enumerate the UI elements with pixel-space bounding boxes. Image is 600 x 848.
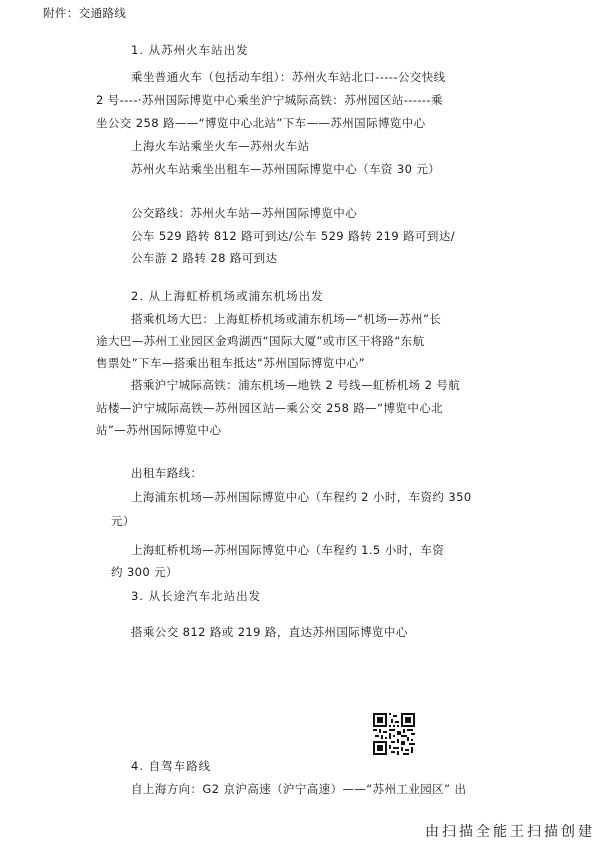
section-3-para-1: 搭乘公交 812 路或 219 路，直达苏州国际博览中心	[131, 625, 408, 639]
section-1-bus-line-1: 公车 529 路转 812 路可到达/公车 529 路转 219 路可到达/	[131, 229, 455, 243]
section-4-heading: 4. 自驾车路线	[131, 759, 212, 773]
taxi-route-1-line-1: 上海浦东机场—苏州国际博览中心（车程约 2 小时，车资约 350	[131, 490, 472, 504]
section-2-para-1-line-3: 售票处”下车—搭乘出租车抵达“苏州国际博览中心”	[96, 356, 365, 370]
section-2-para-1-line-1: 搭乘机场大巴：上海虹桥机场或浦东机场—“机场—苏州”长	[131, 312, 442, 326]
section-4-para-1: 自上海方向：G2 京沪高速（沪宁高速）——“苏州工业园区” 出	[131, 782, 467, 796]
section-1-para-1-line-3: 坐公交 258 路——“博览中心北站”下车——苏州国际博览中心	[96, 116, 426, 130]
section-1-para-1-line-2: 2 号----·苏州国际博览中心乘坐沪宁城际高铁：苏州园区站------乘	[96, 93, 443, 107]
section-2-para-1-line-2: 途大巴—苏州工业园区金鸡湖西“国际大厦”或市区干将路“东航	[96, 334, 425, 348]
attachment-label: 附件：交通路线	[43, 6, 127, 20]
section-1-para-3: 苏州火车站乘坐出租车—苏州国际博览中心（车资 30 元）	[131, 162, 441, 176]
section-2-heading: 2. 从上海虹桥机场或浦东机场出发	[131, 289, 324, 303]
scanner-watermark: 由扫描全能王扫描创建	[425, 824, 595, 840]
section-1-heading: 1. 从苏州火车站出发	[131, 43, 249, 57]
section-2-para-2-line-3: 站”—苏州国际博览中心	[96, 423, 222, 437]
taxi-route-1-line-2: 元）	[111, 514, 135, 528]
section-2-para-2-line-1: 搭乘沪宁城际高铁：浦东机场—地铁 2 号线—虹桥机场 2 号航	[131, 378, 461, 392]
section-1-para-1-line-1: 乘坐普通火车（包括动车组）：苏州火车站北口-----公交快线	[131, 70, 446, 84]
qr-code-image	[373, 713, 415, 755]
taxi-routes-title: 出租车路线：	[131, 466, 203, 480]
section-3-heading: 3. 从长途汽车北站出发	[131, 589, 262, 603]
taxi-route-2-line-1: 上海虹桥机场—苏州国际博览中心（车程约 1.5 小时，车资	[131, 543, 445, 557]
section-1-para-2: 上海火车站乘坐火车—苏州火车站	[131, 139, 310, 153]
section-2-para-2-line-2: 站楼—沪宁城际高铁—苏州园区站—乘公交 258 路—“博览中心北	[96, 401, 444, 415]
section-1-bus-title: 公交路线：苏州火车站—苏州国际博览中心	[131, 206, 358, 220]
section-1-bus-line-2: 公车游 2 路转 28 路可到达	[131, 251, 278, 265]
taxi-route-2-line-2: 约 300 元）	[111, 565, 178, 579]
